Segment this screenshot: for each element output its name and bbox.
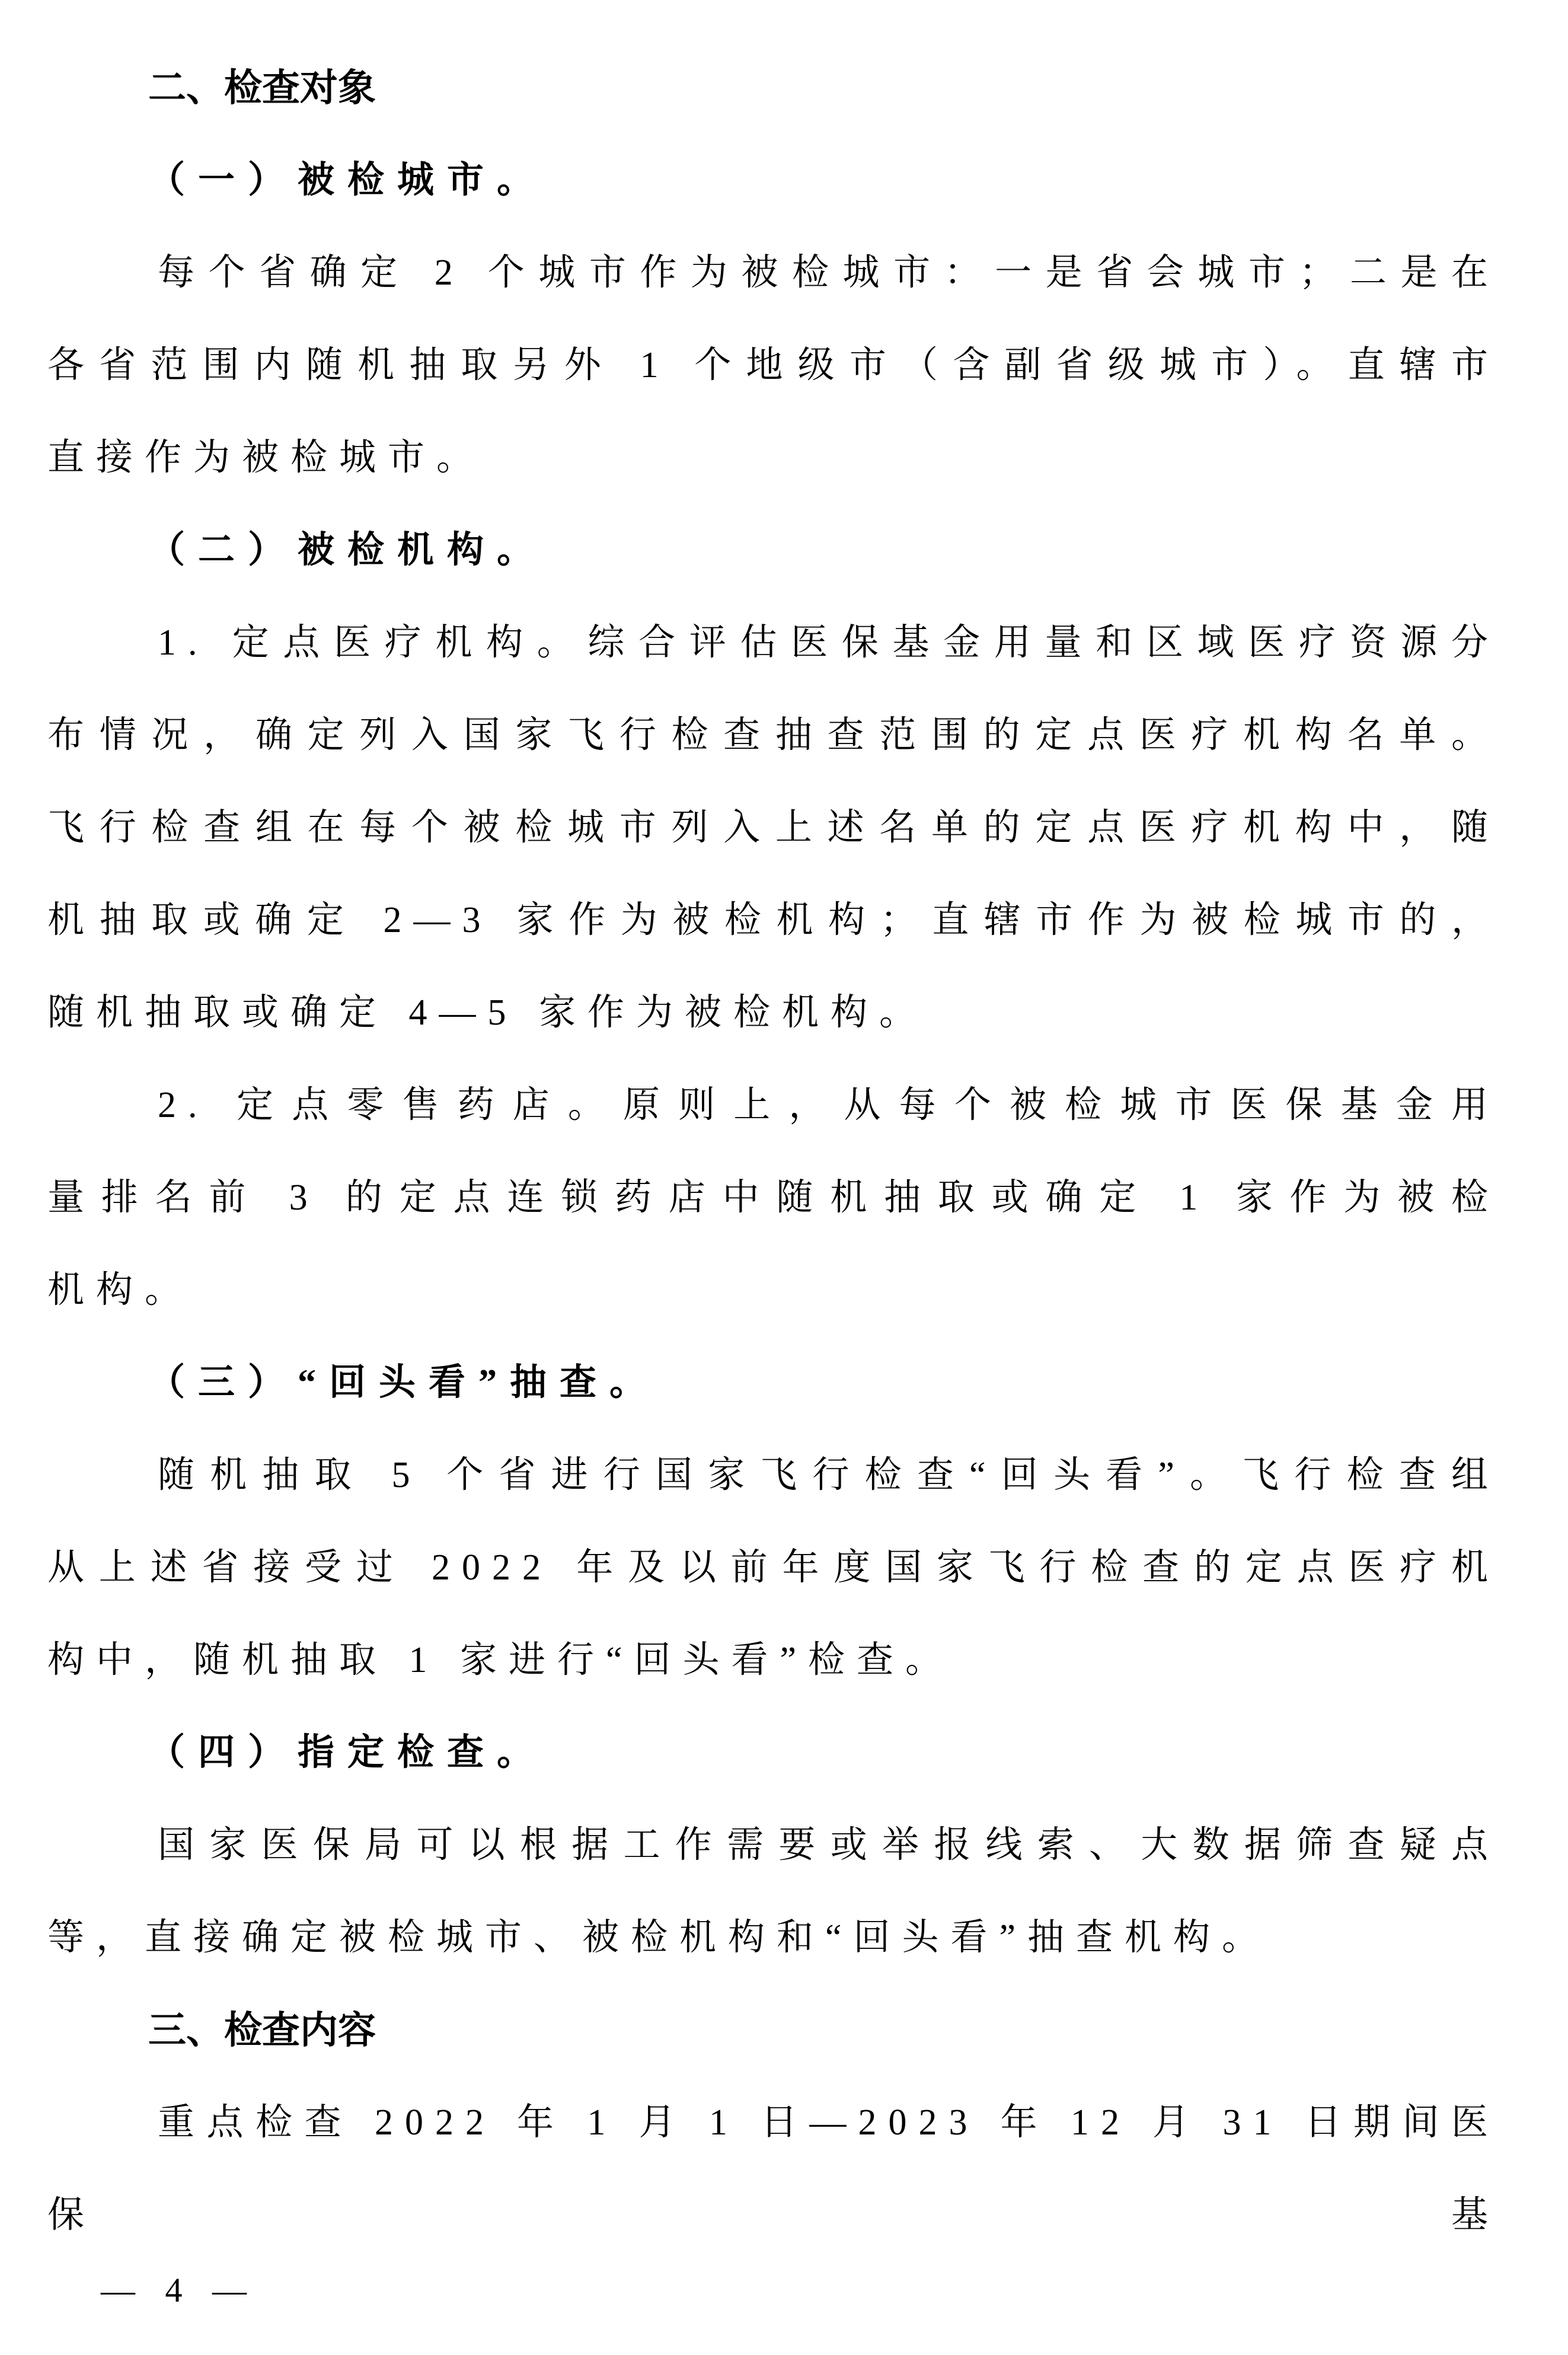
paragraph-line: 量排名前 3 的定点连锁药店中随机抽取或确定 1 家作为被检: [47, 1178, 1500, 1218]
paragraph-line: 从上述省接受过 2022 年及以前年度国家飞行检查的定点医疗机: [47, 1547, 1500, 1588]
paragraph-line: 飞行检查组在每个被检城市列入上述名单的定点医疗机构中，随: [47, 808, 1500, 848]
paragraph-line: 重点检查 2022 年 1 月 1 日—2023 年 12 月 31 日期间医保基: [47, 2102, 1500, 2235]
document-body: [47, 42, 1500, 2235]
paragraph-line: 机抽取或确定 2—3 家作为被检机构；直辖市作为被检城市的，: [47, 900, 1500, 940]
page-number: — 4 —: [101, 2271, 257, 2309]
subheading-inspected-cities: （一）被检城市。: [148, 160, 547, 200]
paragraph-line: 每个省确定 2 个城市作为被检城市：一是省会城市；二是在: [158, 253, 1500, 293]
paragraph-line: 随机抽取 5 个省进行国家飞行检查“回头看”。飞行检查组: [158, 1455, 1500, 1495]
paragraph-line: 1. 定点医疗机构。综合评估医保基金用量和区域医疗资源分: [158, 623, 1500, 663]
paragraph-line: 各省范围内随机抽取另外 1 个地级市（含副省级城市）。直辖市: [47, 345, 1500, 385]
paragraph-line: 布情况，确定列入国家飞行检查抽查范围的定点医疗机构名单。: [47, 715, 1500, 755]
heading-section-two: 二、检查对象: [148, 66, 376, 109]
paragraph-line: 等，直接确定被检城市、被检机构和“回头看”抽查机构。: [47, 1917, 1271, 1958]
paragraph-line: 2. 定点零售药店。原则上，从每个被检城市医保基金用: [158, 1085, 1500, 1125]
paragraph-line: 随机抽取或确定 4—5 家作为被检机构。: [47, 993, 928, 1033]
subheading-designated-inspection: （四）指定检查。: [148, 1732, 547, 1773]
paragraph-line: 机构。: [47, 1270, 194, 1310]
subheading-lookback-sampling: （三）“回头看”抽查。: [148, 1362, 660, 1403]
paragraph-line: 构中，随机抽取 1 家进行“回头看”检查。: [47, 1640, 954, 1680]
paragraph-line: 直接作为被检城市。: [47, 438, 486, 478]
heading-section-three: 三、检查内容: [148, 2009, 376, 2051]
subheading-inspected-institutions: （二）被检机构。: [148, 530, 547, 570]
paragraph-line: 国家医保局可以根据工作需要或举报线索、大数据筛查疑点: [158, 1825, 1500, 1865]
